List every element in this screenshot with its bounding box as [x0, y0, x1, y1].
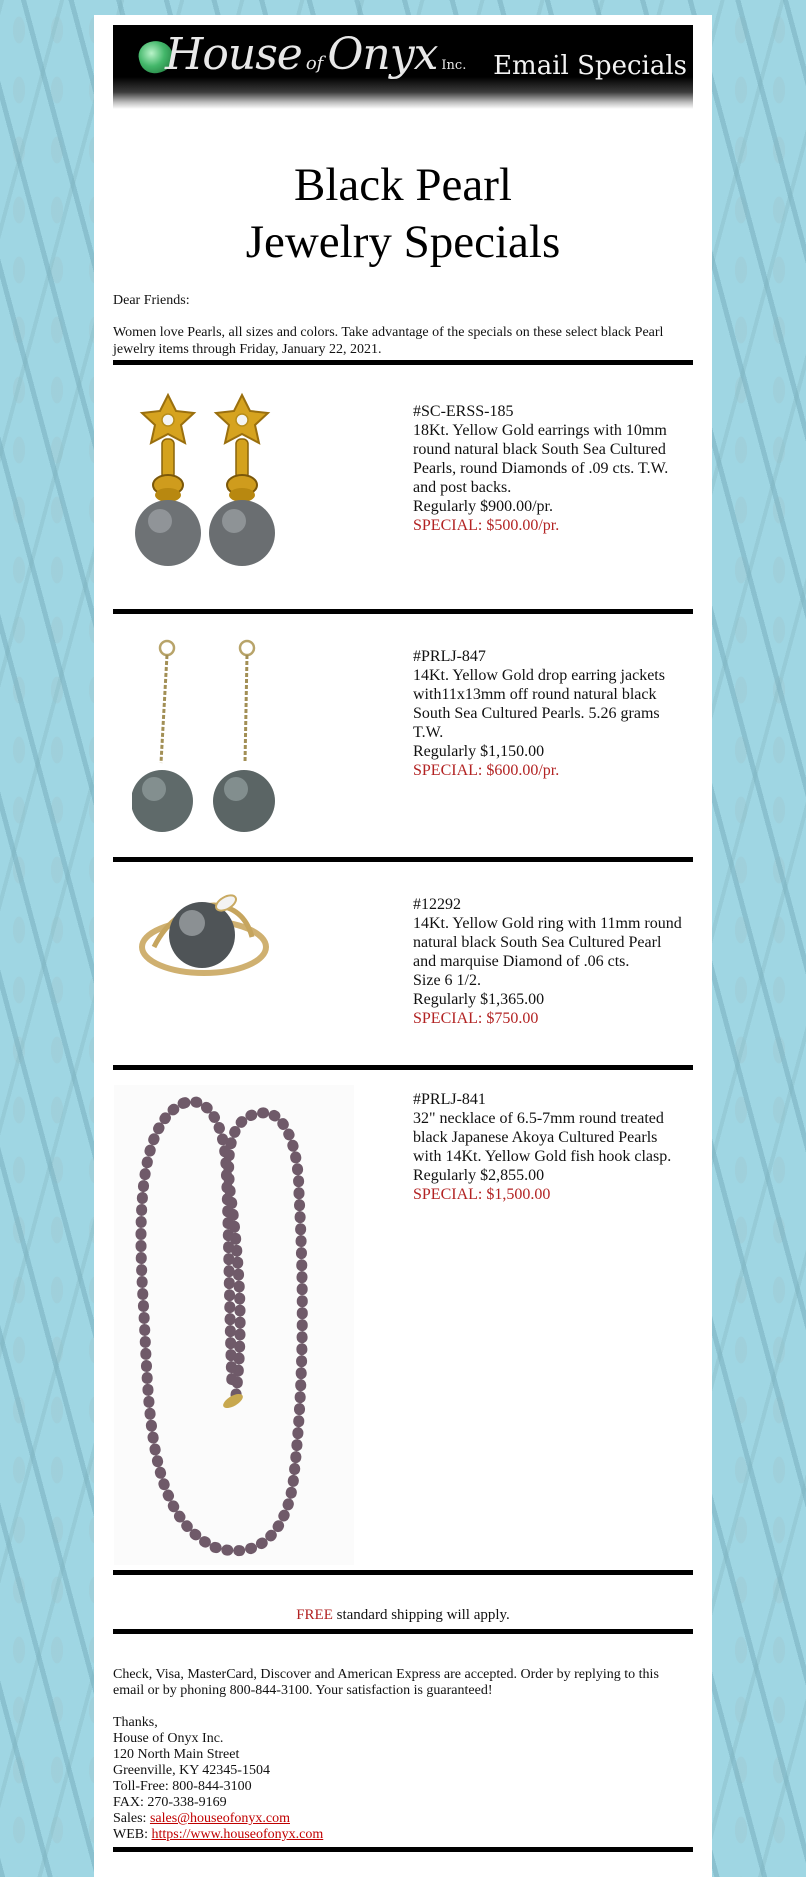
brand-word-house: House [165, 29, 302, 80]
left-earring [135, 395, 201, 566]
special-price: SPECIAL: $500.00/pr. [413, 517, 560, 534]
regular-price: Regularly $1,365.00 [413, 991, 545, 1008]
product-details: 18Kt. Yellow Gold earrings with 10mm round natural black South Sea Cultured Pearls, round Diamonds of .09 cts. T.W. and post backs. [413, 422, 669, 496]
product-3-description [413, 895, 683, 1028]
regular-price: Regularly $1,150.00 [413, 743, 545, 760]
header-banner [113, 25, 693, 109]
special-price: SPECIAL: $750.00 [413, 1010, 539, 1027]
web-line [113, 1827, 693, 1843]
free-label: FREE [296, 1607, 333, 1623]
brand-word-onyx: Onyx [327, 29, 438, 80]
product-4-description [413, 1090, 683, 1204]
divider [113, 609, 693, 614]
payment-info: Check, Visa, MasterCard, Discover and American Express are accepted. Order by replying to this email or by phoning 800-844-3100. Your satisfaction is guaranteed! [113, 1667, 659, 1698]
brand-inc: Inc. [441, 58, 467, 73]
greeting: Dear Friends: [113, 293, 190, 308]
ring-product-image [134, 887, 284, 1002]
divider [113, 1847, 693, 1852]
contact-block [113, 1715, 693, 1843]
necklace-product-image [114, 1085, 354, 1565]
tollfree-phone: Toll-Free: 800-844-3100 [113, 1779, 252, 1794]
email-page [94, 15, 712, 1877]
website-link[interactable]: https://www.houseofonyx.com [151, 1827, 324, 1842]
product-details: 32" necklace of 6.5-7mm round treated black Japanese Akoya Cultured Pearls with 14Kt. Yellow Gold fish hook clasp. [413, 1110, 672, 1165]
sales-email-link[interactable]: sales@houseofonyx.com [149, 1811, 290, 1826]
regular-price: Regularly $900.00/pr. [413, 498, 553, 515]
brand-logo [165, 29, 466, 80]
divider [113, 857, 693, 862]
street-address: 120 North Main Street [113, 1747, 240, 1762]
fax-number: FAX: 270-338-9169 [113, 1795, 227, 1810]
title-line-1: Black Pearl [294, 159, 512, 211]
title-line-2: Jewelry Specials [245, 216, 561, 268]
product-details: 14Kt. Yellow Gold ring with 11mm round natural black South Sea Cultured Pearl and marquise Diamond of .06 cts. [413, 915, 682, 970]
special-price: SPECIAL: $600.00/pr. [413, 762, 560, 779]
regular-price: Regularly $2,855.00 [413, 1167, 545, 1184]
shipping-text: standard shipping will apply. [336, 1607, 510, 1623]
brand-word-of: of [305, 53, 324, 74]
divider [113, 1065, 693, 1070]
product-details: 14Kt. Yellow Gold drop earring jackets with11x13mm off round natural black South Sea Cultured Pearls. 5.26 grams T.W. [413, 667, 665, 741]
shipping-note [94, 1607, 712, 1624]
intro-paragraph: Women love Pearls, all sizes and colors. Take advantage of the specials on these select black Pearl jewelry items through Friday, January 22, 2021. [113, 325, 664, 357]
special-price: SPECIAL: $1,500.00 [413, 1186, 551, 1203]
drop-earrings-product-image [132, 633, 282, 848]
city-address: Greenville, KY 42345-1504 [113, 1763, 270, 1778]
company-name: House of Onyx Inc. [113, 1731, 224, 1746]
left-drop [132, 641, 193, 832]
thanks-line: Thanks, [113, 1715, 158, 1730]
product-sku: #SC-ERSS-185 [413, 403, 514, 420]
product-sku: #PRLJ-841 [413, 1091, 486, 1108]
sales-line [113, 1811, 693, 1827]
right-drop [213, 641, 275, 832]
product-sku: #PRLJ-847 [413, 648, 486, 665]
email-specials-label: Email Specials [493, 51, 687, 81]
product-2-description [413, 647, 683, 780]
product-1-description [413, 402, 683, 535]
product-sku: #12292 [413, 896, 461, 913]
divider [113, 1570, 693, 1575]
product-size: Size 6 1/2. [413, 972, 481, 989]
sales-label: Sales: [113, 1811, 147, 1826]
divider [113, 360, 693, 365]
divider [113, 1629, 693, 1634]
right-earring [209, 395, 275, 566]
earrings-product-image [132, 387, 282, 587]
page-title [94, 157, 712, 271]
web-label: WEB: [113, 1827, 148, 1842]
